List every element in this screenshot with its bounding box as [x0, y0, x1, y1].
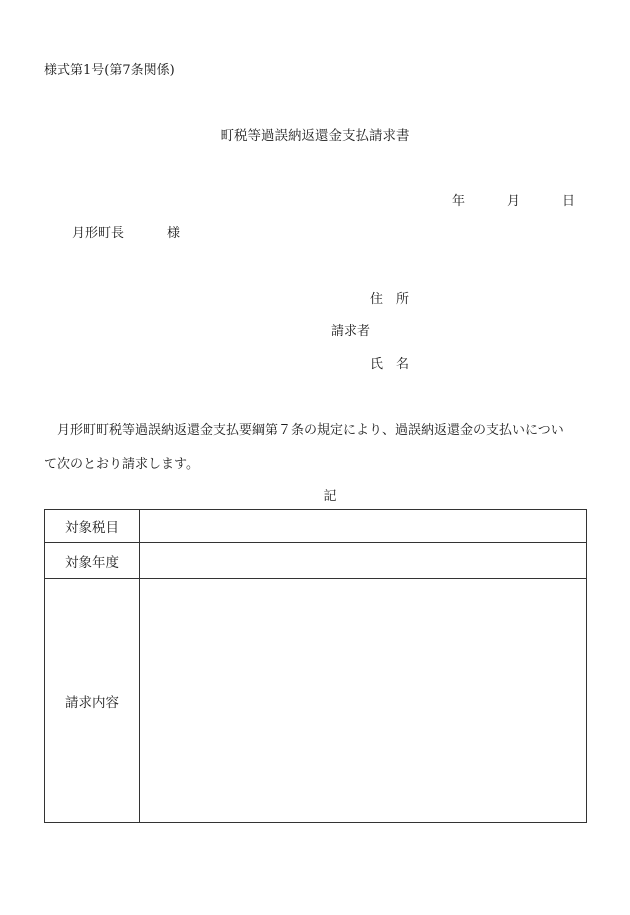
addressee-name: 月形町長 [72, 226, 125, 241]
table-row-request-content [45, 579, 587, 823]
table-row-tax-item [45, 510, 587, 543]
date-month-label: 月 [507, 194, 521, 209]
request-content-label: 請求内容 [45, 579, 140, 823]
document-title: 町税等過誤納返還金支払請求書 [220, 128, 410, 144]
body-text-line-2: て次のとおり請求します。 [44, 457, 199, 472]
ki-note-label: 記 [323, 489, 337, 504]
address-label-char-2: 所 [396, 292, 410, 307]
detail-table [44, 509, 587, 823]
date-day-label: 日 [562, 194, 576, 209]
tax-item-label: 対象税目 [45, 510, 140, 543]
name-label-char-2: 名 [396, 357, 410, 372]
table-row-tax-year [45, 543, 587, 579]
tax-item-value[interactable] [140, 510, 587, 543]
body-text-line-1 [44, 419, 564, 438]
addressee-honorific: 様 [167, 226, 181, 241]
tax-year-label: 対象年度 [45, 543, 140, 579]
claimant-label: 請求者 [331, 324, 371, 339]
date-year-label: 年 [452, 194, 466, 209]
body-text-line-1-content: 月形町町税等過誤納返還金支払要綱第７条の規定により、過誤納返還金の支払いについ [57, 423, 564, 438]
address-label [370, 288, 409, 307]
form-number: 様式第1号(第7条関係) [44, 63, 175, 78]
name-label [370, 353, 409, 372]
tax-year-value[interactable] [140, 543, 587, 579]
address-label-char-1: 住 [370, 292, 384, 307]
name-label-char-1: 氏 [370, 357, 384, 372]
request-content-value[interactable] [140, 579, 587, 823]
